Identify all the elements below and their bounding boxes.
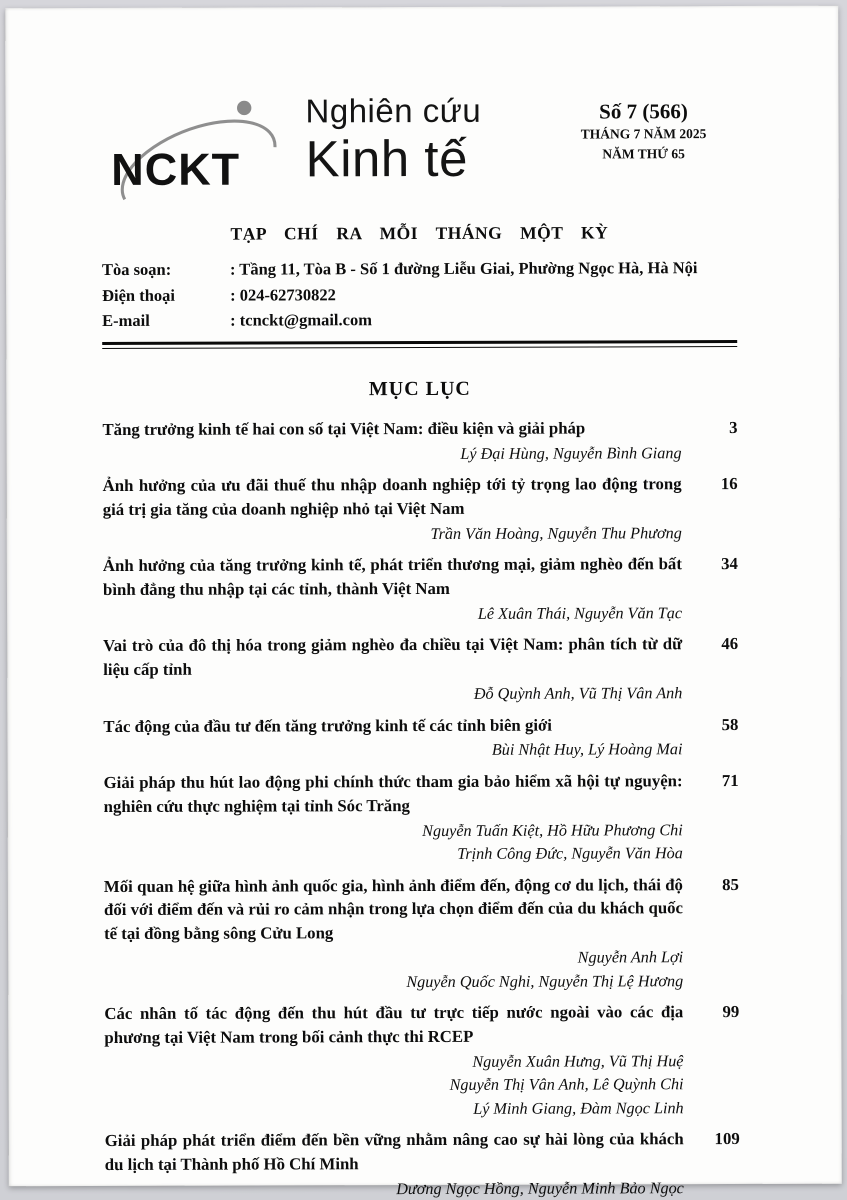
toc-entry (103, 713, 738, 768)
toc-entry (103, 472, 738, 551)
author-line: Trần Văn Hoàng, Nguyễn Thu Phương (430, 523, 682, 543)
journal-title-line1: Nghiên cứu (305, 91, 482, 130)
author-line: Lê Xuân Thái, Nguyễn Văn Tạc (477, 604, 683, 623)
article-authors (103, 602, 682, 627)
article-page-number: 58 (721, 714, 739, 734)
issue-number: Số 7 (566) (599, 99, 688, 124)
article-authors (103, 522, 682, 547)
article-title: Ảnh hưởng của ưu đãi thuế thu nhập doanh nghiệp tới tỷ trọng lao động trong giá trị gia tăng của doanh nghiệp nhỏ tại Việt Nam (102, 474, 682, 519)
article-title: Tăng trưởng kinh tế hai con số tại Việt Nam: điều kiện và giải pháp (102, 418, 586, 439)
author-line: Nguyễn Thị Vân Anh, Lê Quỳnh Chi (449, 1075, 684, 1095)
author-line: Lý Minh Giang, Đàm Ngọc Linh (473, 1098, 684, 1118)
article-title: Mối quan hệ giữa hình ảnh quốc gia, hình ảnh điểm đến, động cơ du lịch, thái độ đối với điểm đến và rủi ro cảm nhận trong lựa chọn điểm đến của du khách quốc tế tại đồng bằng sông Cửu Long (103, 874, 684, 944)
contact-row-phone (102, 281, 737, 309)
toc-entry-body (103, 632, 698, 711)
issue-month: THÁNG 7 NĂM 2025 (580, 126, 707, 142)
toc-entry (105, 1127, 740, 1200)
issue-info (550, 98, 736, 163)
toc-entry (102, 416, 737, 471)
article-title: Ảnh hưởng của tăng trưởng kinh tế, phát triển thương mại, giảm nghèo đến bất bình đẳng thu nhập tại các tỉnh, thành Việt Nam (102, 554, 682, 600)
toc-heading: MỤC LỤC (368, 377, 471, 400)
toc-entry (104, 1000, 739, 1126)
author-line: Trịnh Công Đức, Nguyễn Văn Hòa (457, 844, 683, 863)
author-line: Dương Ngọc Hồng, Nguyễn Minh Bảo Ngọc (396, 1179, 684, 1198)
journal-title (305, 93, 550, 187)
author-line: Nguyễn Anh Lợi (577, 948, 684, 967)
article-title: Vai trò của đô thị hóa trong giảm nghèo đa chiều tại Việt Nam: phân tích từ dữ liệu cấp tỉnh (103, 634, 683, 680)
article-authors (104, 819, 683, 868)
toc-entry-body (103, 552, 698, 631)
toc-entry-body (103, 713, 698, 768)
article-title: Giải pháp phát triển điểm đến bền vững nhằm nâng cao sự hài lòng của khách du lịch tại Thành phố Hồ Chí Minh (104, 1129, 684, 1175)
toc-entry (103, 552, 738, 631)
contact-row-email (102, 306, 737, 334)
issue-volume-year: NĂM THỨ 65 (602, 145, 685, 161)
toc-entry-body (104, 1000, 699, 1126)
logo-text: NCKT (111, 143, 241, 196)
article-page-number: 46 (721, 634, 739, 654)
toc-entry (104, 873, 739, 999)
author-line: Đỗ Quỳnh Anh, Vũ Thị Vân Anh (473, 684, 683, 703)
article-authors (105, 1177, 684, 1200)
toc-entry-body (103, 472, 698, 551)
contact-block (102, 255, 737, 334)
author-line: Nguyễn Xuân Hưng, Vũ Thị Huệ (472, 1051, 684, 1071)
contact-label: Tòa soạn: (101, 259, 172, 280)
orbit-logo-graphic (101, 93, 283, 209)
table-of-contents (102, 377, 740, 1200)
toc-entry (104, 769, 739, 872)
contact-value: : 024-62730822 (230, 284, 336, 305)
toc-entry-body (102, 416, 697, 471)
article-page-number: 99 (722, 1002, 740, 1022)
header-divider-rule (102, 340, 737, 349)
orbit-dot (237, 101, 251, 115)
journal-tagline: TẠP CHÍ RA MỖI THÁNG MỘT KỲ (230, 222, 609, 244)
contact-value: : Tầng 11, Tòa B - Số 1 đường Liễu Giai, Phường Ngọc Hà, Hà Nội (229, 258, 698, 279)
toc-entry (103, 632, 738, 711)
contact-label: Điện thoại (102, 285, 175, 305)
article-authors (103, 739, 682, 764)
journal-cover-page (5, 6, 842, 1198)
toc-entry-body (104, 873, 699, 999)
masthead (101, 92, 737, 349)
contact-label: E-mail (102, 310, 150, 331)
author-line: Bùi Nhật Huy, Lý Hoàng Mai (491, 740, 683, 760)
article-title: Giải pháp thu hút lao động phi chính thức tham gia bảo hiểm xã hội tự nguyện: nghiên cứu thực nghiệm tại tỉnh Sóc Trăng (103, 771, 683, 816)
article-page-number: 71 (721, 770, 739, 790)
article-page-number: 16 (720, 474, 738, 494)
toc-entry-body (105, 1127, 700, 1200)
article-page-number: 34 (721, 554, 738, 574)
contact-row-address (102, 255, 737, 283)
author-line: Lý Đại Hùng, Nguyễn Bình Giang (460, 443, 682, 463)
journal-title-line2: Kinh tế (305, 130, 468, 188)
nckt-logo (101, 93, 283, 214)
article-page-number: 3 (729, 417, 738, 437)
author-line: Nguyễn Quốc Nghi, Nguyễn Thị Lệ Hương (406, 971, 684, 991)
article-authors (103, 682, 682, 707)
author-line: Nguyễn Tuấn Kiệt, Hồ Hữu Phương Chi (422, 820, 683, 840)
article-authors (104, 1050, 683, 1122)
article-authors (103, 442, 682, 467)
article-title: Các nhân tố tác động đến thu hút đầu tư trực tiếp nước ngoài vào các địa phương tại Việt Nam trong bối cảnh thực thi RCEP (104, 1002, 684, 1047)
article-authors (104, 946, 683, 995)
article-title: Tác động của đầu tư đến tăng trưởng kinh tế các tỉnh biên giới (103, 715, 552, 736)
toc-list (102, 416, 739, 1200)
article-page-number: 85 (722, 874, 739, 894)
toc-entry-body (104, 769, 699, 872)
contact-value: : tcnckt@gmail.com (230, 310, 372, 330)
article-page-number: 109 (714, 1129, 740, 1149)
